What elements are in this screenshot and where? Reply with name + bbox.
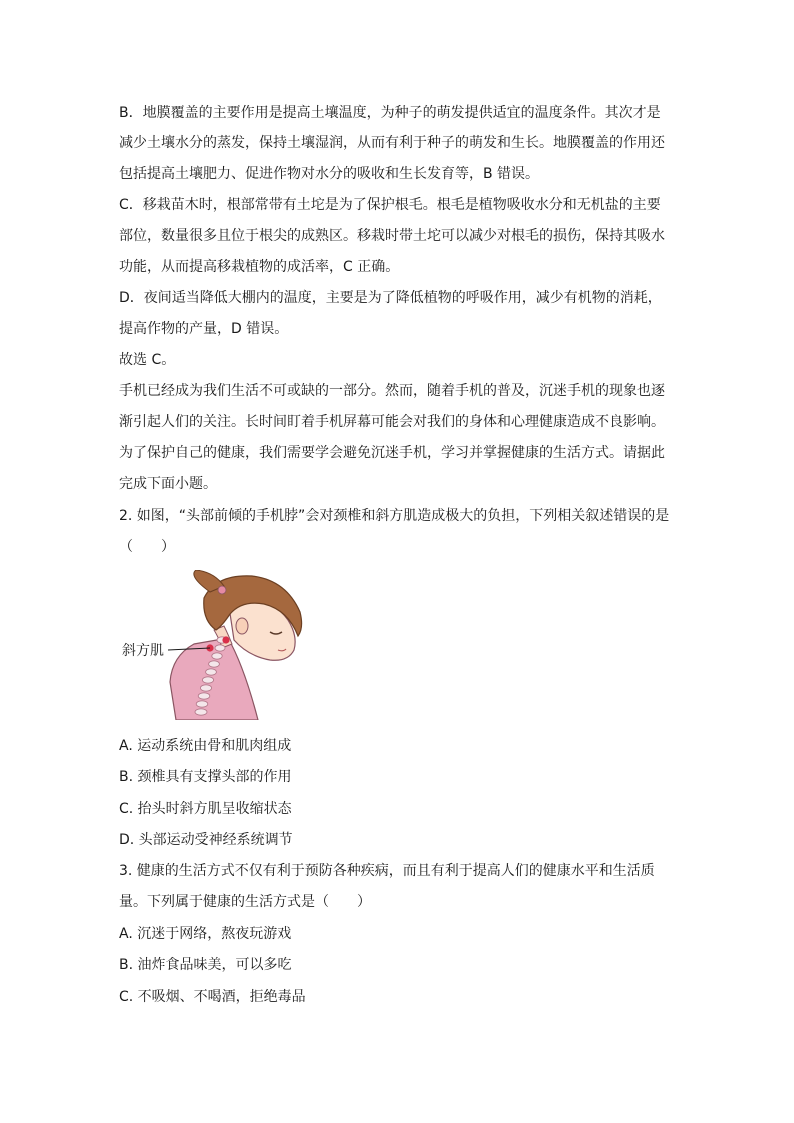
q2-option-d: D. 头部运动受神经系统调节 — [119, 832, 293, 848]
q3-option-c: C. 不吸烟、不喝酒，拒绝毒品 — [119, 989, 306, 1005]
explanation-d-line-2: 提高作物的产量，D 错误。 — [119, 321, 289, 337]
explanation-d-line-1: D．夜间适当降低大棚内的温度，主要是为了降低植物的呼吸作用，减少有机物的消耗， — [119, 290, 662, 306]
q2-option-c: C. 抬头时斜方肌呈收缩状态 — [119, 801, 292, 817]
explanation-b-line-1: B．地膜覆盖的主要作用是提高土壤温度，为种子的萌发提供适宜的温度条件。其次才是 — [119, 105, 661, 121]
intro-line-3: 为了保护自己的健康，我们需要学会避免沉迷手机，学习并掌握健康的生活方式。请据此 — [119, 445, 665, 461]
q3-stem-line-2: 量。下列属于健康的生活方式是（ ） — [119, 894, 371, 910]
explanation-c-line-1: C．移栽苗木时，根部常带有土坨是为了保护根毛。根毛是植物吸收水分和无机盐的主要 — [119, 197, 661, 213]
q3-stem-line-1: 3. 健康的生活方式不仅有利于预防各种疾病，而且有利于提高人们的健康水平和生活质 — [119, 863, 655, 879]
explanation-c-line-3: 功能，从而提高移栽植物的成活率，C 正确。 — [119, 259, 400, 275]
explanation-b-line-3: 包括提高土壤肥力、促进作物对水分的吸收和生长发育等，B 错误。 — [119, 166, 540, 182]
answer-line: 故选 C。 — [119, 352, 176, 368]
explanation-b-line-2: 减少土壤水分的蒸发，保持土壤湿润，从而有利于种子的萌发和生长。地膜覆盖的作用还 — [119, 135, 665, 151]
explanation-c-line-2: 部位，数量很多且位于根尖的成熟区。移栽时带土坨可以减少对根毛的损伤，保持其吸水 — [119, 228, 665, 244]
q3-option-a: A. 沉迷于网络，熬夜玩游戏 — [119, 926, 292, 942]
intro-line-1: 手机已经成为我们生活不可或缺的一部分。然而，随着手机的普及，沉迷手机的现象也逐 — [119, 383, 665, 399]
q2-stem-line-1: 2. 如图，“头部前倾的手机脖”会对颈椎和斜方肌造成极大的负担，下列相关叙述错误的是 — [119, 508, 670, 524]
neck-posture-figure — [118, 570, 308, 720]
q2-stem-line-2: （ ） — [119, 539, 175, 555]
intro-line-4: 完成下面小题。 — [119, 476, 217, 492]
intro-line-2: 渐引起人们的关注。长时间盯着手机屏幕可能会对我们的身体和心理健康造成不良影响。 — [119, 414, 665, 430]
q2-option-a: A. 运动系统由骨和肌肉组成 — [119, 738, 292, 754]
trapezius-label: 斜方肌 — [122, 643, 164, 659]
q3-option-b: B. 油炸食品味美，可以多吃 — [119, 957, 292, 973]
q2-option-b: B. 颈椎具有支撑头部的作用 — [119, 769, 292, 785]
